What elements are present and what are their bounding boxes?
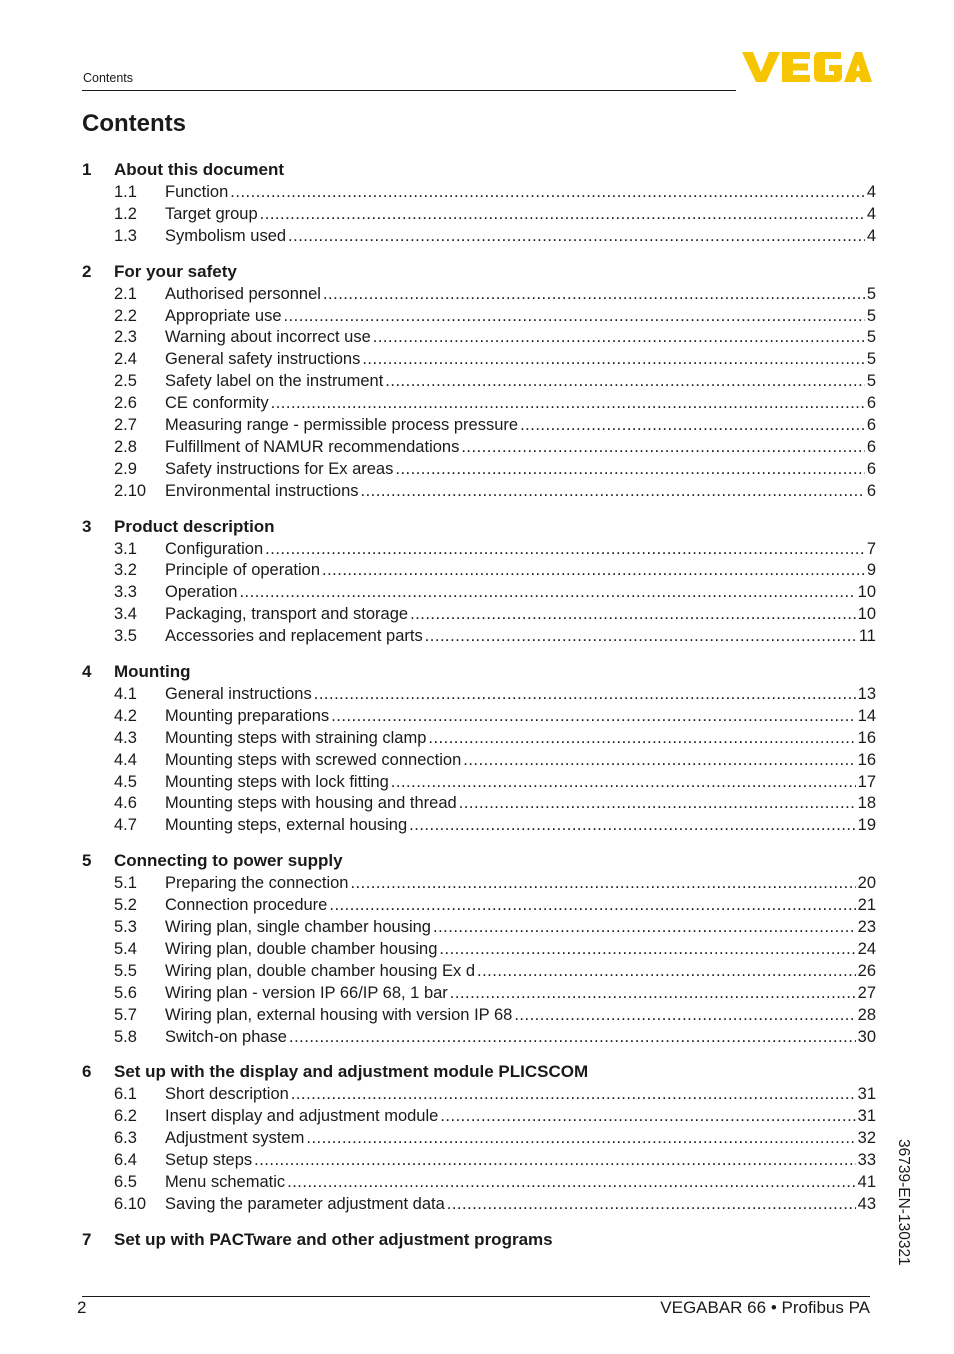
entry-page-number: 33: [857, 1151, 876, 1170]
entry-page-number: 7: [866, 539, 876, 558]
chapter-title: About this document: [114, 160, 284, 179]
entry-number: 4.5: [114, 772, 137, 791]
dot-leader: [433, 917, 856, 939]
toc-chapter-heading[interactable]: [82, 158, 876, 182]
chapter-number: 6: [82, 1062, 92, 1082]
toc-entry[interactable]: [82, 415, 876, 437]
entry-title: Symbolism used: [165, 226, 287, 245]
entry-page-number: 21: [857, 896, 876, 915]
dot-leader: [450, 983, 856, 1005]
entry-page-number: 4: [866, 226, 876, 245]
toc-chapter: [82, 1060, 876, 1215]
toc-entry[interactable]: [82, 793, 876, 815]
entry-title: Measuring range - permissible process pressure: [165, 416, 519, 435]
toc-entry[interactable]: [82, 604, 876, 626]
entry-page-number: 17: [857, 772, 876, 791]
dot-leader: [239, 582, 855, 604]
entry-number: 2.5: [114, 372, 137, 391]
logo-letter-a: [844, 52, 872, 82]
dot-leader: [271, 393, 865, 415]
toc-entry[interactable]: [82, 560, 876, 582]
entry-page-number: 10: [857, 583, 876, 602]
toc-entry[interactable]: [82, 961, 876, 983]
entry-page-number: 19: [857, 816, 876, 835]
entry-title: Wiring plan, double chamber housing: [165, 939, 438, 958]
entry-title: Switch-on phase: [165, 1027, 287, 1046]
entry-title: Saving the parameter adjustment data: [165, 1194, 445, 1213]
entry-title: Safety label on the instrument: [165, 372, 384, 391]
chapter-title: Mounting: [114, 662, 191, 682]
entry-title: Preparing the connection: [165, 874, 349, 893]
dot-leader: [395, 459, 864, 481]
dot-leader: [331, 706, 855, 728]
toc-entry[interactable]: [82, 1084, 876, 1106]
running-head: Contents: [83, 71, 134, 85]
entry-page-number: 14: [857, 706, 876, 725]
entry-page-number: 6: [866, 416, 876, 435]
toc-chapter: [82, 1228, 876, 1252]
entry-title: General safety instructions: [165, 350, 361, 369]
entry-title: Mounting steps with lock fitting: [165, 772, 389, 791]
dot-leader: [477, 961, 856, 983]
toc-entry[interactable]: [82, 327, 876, 349]
entry-number: 1.2: [114, 204, 137, 223]
dot-leader: [514, 1005, 855, 1027]
vega-logo: [742, 52, 872, 82]
entry-title: Accessories and replacement parts: [165, 627, 423, 646]
entry-page-number: 5: [866, 372, 876, 391]
toc-entry[interactable]: [82, 1194, 876, 1216]
entry-title: Adjustment system: [165, 1129, 305, 1148]
toc-entry[interactable]: [82, 939, 876, 961]
toc-entry[interactable]: [82, 706, 876, 728]
entry-page-number: 4: [866, 204, 876, 223]
entry-number: 6.5: [114, 1172, 137, 1191]
entry-number: 2.2: [114, 306, 137, 325]
toc-entry[interactable]: [82, 684, 876, 706]
logo-letter-v: [742, 52, 780, 82]
entry-page-number: 24: [857, 939, 876, 958]
entry-title: Mounting steps, external housing: [165, 816, 408, 835]
toc-entry[interactable]: [82, 204, 876, 226]
entry-page-number: 5: [866, 306, 876, 325]
toc-chapter-heading[interactable]: [82, 260, 876, 284]
toc-chapter-heading[interactable]: [82, 660, 876, 684]
toc-entry[interactable]: [82, 284, 876, 306]
toc-entry[interactable]: [82, 182, 876, 204]
entry-page-number: 5: [866, 284, 876, 303]
chapter-number: 7: [82, 1229, 92, 1249]
entry-title: Safety instructions for Ex areas: [165, 459, 394, 478]
dot-leader: [409, 815, 855, 837]
entry-title: Setup steps: [165, 1151, 253, 1170]
toc-entry[interactable]: [82, 1027, 876, 1049]
dot-leader: [288, 226, 865, 248]
entry-number: 3.1: [114, 539, 137, 558]
entry-title: Warning about incorrect use: [165, 328, 371, 347]
entry-number: 2.9: [114, 459, 137, 478]
dot-leader: [265, 539, 865, 561]
toc-entry[interactable]: [82, 895, 876, 917]
entry-page-number: 31: [857, 1107, 876, 1126]
entry-number: 5.8: [114, 1027, 137, 1046]
dot-leader: [373, 327, 865, 349]
entry-page-number: 23: [857, 918, 876, 937]
dot-leader: [461, 437, 864, 459]
entry-title: Principle of operation: [165, 561, 321, 580]
entry-title: Authorised personnel: [165, 284, 321, 303]
toc-entry[interactable]: [82, 873, 876, 895]
toc-entry[interactable]: [82, 917, 876, 939]
entry-number: 2.7: [114, 416, 137, 435]
dot-leader: [425, 626, 857, 648]
header-rule: [82, 90, 736, 91]
entry-title: Fulfillment of NAMUR recommendations: [165, 437, 460, 456]
toc-entry[interactable]: [82, 226, 876, 248]
toc-entry[interactable]: [82, 1005, 876, 1027]
entry-number: 3.3: [114, 583, 137, 602]
toc-chapter-heading[interactable]: [82, 1060, 876, 1084]
toc-entry[interactable]: [82, 481, 876, 503]
dot-leader: [385, 371, 865, 393]
chapter-title: Set up with the display and adjustment module PLICSCOM: [114, 1062, 589, 1082]
entry-page-number: 43: [857, 1194, 876, 1213]
entry-number: 5.6: [114, 983, 137, 1002]
chapter-number: 1: [82, 160, 92, 179]
toc-entry[interactable]: [82, 983, 876, 1005]
dot-leader: [289, 1027, 856, 1049]
entry-title: Operation: [165, 583, 238, 602]
toc-entry[interactable]: [82, 1172, 876, 1194]
entry-number: 6.10: [114, 1194, 147, 1213]
entry-title: Appropriate use: [165, 306, 282, 325]
entry-page-number: 28: [857, 1005, 876, 1024]
footer-page-number: 2: [77, 1298, 87, 1317]
dot-leader: [350, 873, 855, 895]
dot-leader: [520, 415, 865, 437]
entry-number: 6.4: [114, 1151, 137, 1170]
dot-leader: [260, 204, 865, 226]
entry-number: 5.2: [114, 896, 137, 915]
toc-chapter-heading[interactable]: [82, 1228, 876, 1252]
toc-entry[interactable]: [82, 750, 876, 772]
toc-chapter: [82, 260, 876, 503]
entry-title: Function: [165, 183, 229, 201]
dot-leader: [459, 793, 856, 815]
toc-entry[interactable]: [82, 728, 876, 750]
dot-leader: [314, 684, 856, 706]
entry-number: 2.4: [114, 350, 137, 369]
entry-title: Wiring plan - version IP 66/IP 68, 1 bar: [165, 983, 448, 1002]
toc-entry[interactable]: [82, 393, 876, 415]
entry-title: Environmental instructions: [165, 481, 359, 500]
toc-entry[interactable]: [82, 371, 876, 393]
toc-chapter: [82, 660, 876, 837]
chapter-title: For your safety: [114, 261, 237, 281]
entry-page-number: 20: [857, 874, 876, 893]
entry-number: 6.1: [114, 1085, 137, 1104]
entry-number: 4.7: [114, 816, 137, 835]
entry-title: Packaging, transport and storage: [165, 605, 409, 624]
chapter-title: Set up with PACTware and other adjustment programs: [114, 1229, 553, 1249]
dot-leader: [329, 895, 855, 917]
dot-leader: [291, 1084, 856, 1106]
toc-entry[interactable]: [82, 306, 876, 328]
entry-title: Mounting steps with screwed connection: [165, 750, 462, 769]
dot-leader: [463, 750, 855, 772]
entry-page-number: 18: [857, 794, 876, 813]
entry-page-number: 6: [866, 481, 876, 500]
chapter-title: Product description: [114, 516, 275, 536]
footer-rule: [82, 1296, 870, 1297]
dot-leader: [447, 1194, 856, 1216]
dot-leader: [440, 1106, 855, 1128]
dot-leader: [439, 939, 855, 961]
entry-number: 2.6: [114, 394, 137, 413]
dot-leader: [254, 1150, 856, 1172]
entry-page-number: 10: [857, 605, 876, 624]
entry-page-number: 13: [857, 685, 876, 704]
dot-leader: [284, 306, 865, 328]
toc-entry[interactable]: [82, 1128, 876, 1150]
chapter-number: 3: [82, 516, 92, 536]
dot-leader: [322, 560, 865, 582]
entry-title: Short description: [165, 1085, 289, 1104]
entry-number: 3.2: [114, 561, 137, 580]
entry-title: Connection procedure: [165, 896, 328, 915]
entry-page-number: 11: [858, 627, 876, 646]
toc-entry[interactable]: [82, 349, 876, 371]
dot-leader: [410, 604, 856, 626]
toc-chapter: [82, 849, 876, 1048]
entry-page-number: 41: [857, 1172, 876, 1191]
dot-leader: [323, 284, 865, 306]
toc-entry[interactable]: [82, 1106, 876, 1128]
entry-title: Configuration: [165, 539, 264, 558]
entry-number: 5.5: [114, 961, 137, 980]
table-of-contents: [82, 158, 876, 1264]
logo-letter-e: [782, 52, 810, 82]
chapter-number: 5: [82, 851, 92, 871]
entry-number: 2.3: [114, 328, 137, 347]
entry-page-number: 5: [866, 350, 876, 369]
entry-page-number: 27: [857, 983, 876, 1002]
entry-number: 5.3: [114, 918, 137, 937]
entry-number: 3.5: [114, 627, 137, 646]
entry-number: 4.1: [114, 685, 137, 704]
toc-chapter-heading[interactable]: [82, 849, 876, 873]
document-code: 36739-EN-130321: [895, 1139, 912, 1266]
entry-title: CE conformity: [165, 394, 269, 413]
dot-leader: [362, 349, 864, 371]
chapter-number: 4: [82, 662, 92, 682]
chapter-title: Connecting to power supply: [114, 851, 343, 871]
entry-page-number: 9: [866, 561, 876, 580]
entry-number: 6.2: [114, 1107, 137, 1126]
dot-leader: [428, 728, 855, 750]
entry-number: 5.7: [114, 1005, 137, 1024]
toc-entry[interactable]: [82, 772, 876, 794]
entry-page-number: 5: [866, 328, 876, 347]
entry-number: 4.4: [114, 750, 137, 769]
entry-number: 1.3: [114, 226, 137, 245]
entry-title: Mounting steps with straining clamp: [165, 728, 427, 747]
entry-page-number: 30: [857, 1027, 876, 1046]
entry-number: 2.10: [114, 481, 147, 500]
entry-title: General instructions: [165, 685, 312, 704]
toc-entry[interactable]: [82, 539, 876, 561]
entry-title: Mounting preparations: [165, 706, 330, 725]
entry-number: 4.2: [114, 706, 137, 725]
entry-title: Wiring plan, external housing with version IP 68: [165, 1005, 513, 1024]
entry-title: Wiring plan, double chamber housing Ex d: [165, 961, 476, 980]
toc-chapter: [82, 515, 876, 648]
entry-page-number: 16: [857, 750, 876, 769]
entry-page-number: 31: [857, 1085, 876, 1104]
dot-leader: [361, 481, 865, 503]
entry-number: 4.6: [114, 794, 137, 813]
toc-chapter-heading[interactable]: [82, 515, 876, 539]
entry-number: 2.8: [114, 437, 137, 456]
entry-page-number: 6: [866, 459, 876, 478]
toc-chapter: [82, 158, 876, 248]
entry-number: 6.3: [114, 1129, 137, 1148]
toc-entry[interactable]: [82, 459, 876, 481]
entry-number: 3.4: [114, 605, 137, 624]
entry-page-number: 32: [857, 1129, 876, 1148]
entry-number: 1.1: [114, 183, 137, 201]
chapter-number: 2: [82, 261, 92, 281]
entry-number: 2.1: [114, 284, 137, 303]
toc-entry[interactable]: [82, 815, 876, 837]
dot-leader: [287, 1172, 856, 1194]
entry-title: Menu schematic: [165, 1172, 286, 1191]
toc-entry[interactable]: [82, 626, 876, 648]
entry-title: Mounting steps with housing and thread: [165, 794, 457, 813]
entry-title: Target group: [165, 204, 258, 223]
entry-number: 4.3: [114, 728, 137, 747]
entry-page-number: 6: [866, 437, 876, 456]
footer-product-name: VEGABAR 66 • Profibus PA: [660, 1298, 870, 1317]
dot-leader: [306, 1128, 855, 1150]
entry-page-number: 6: [866, 394, 876, 413]
entry-number: 5.4: [114, 939, 137, 958]
entry-title: Insert display and adjustment module: [165, 1107, 439, 1126]
dot-leader: [391, 772, 856, 794]
toc-entry[interactable]: [82, 1150, 876, 1172]
dot-leader: [230, 182, 865, 204]
entry-number: 5.1: [114, 874, 137, 893]
entry-page-number: 26: [857, 961, 876, 980]
logo-letter-g: [814, 52, 842, 82]
entry-title: Wiring plan, single chamber housing: [165, 918, 431, 937]
toc-entry[interactable]: [82, 582, 876, 604]
toc-entry[interactable]: [82, 437, 876, 459]
entry-page-number: 4: [866, 183, 876, 201]
page-title: Contents: [82, 110, 186, 137]
entry-page-number: 16: [857, 728, 876, 747]
